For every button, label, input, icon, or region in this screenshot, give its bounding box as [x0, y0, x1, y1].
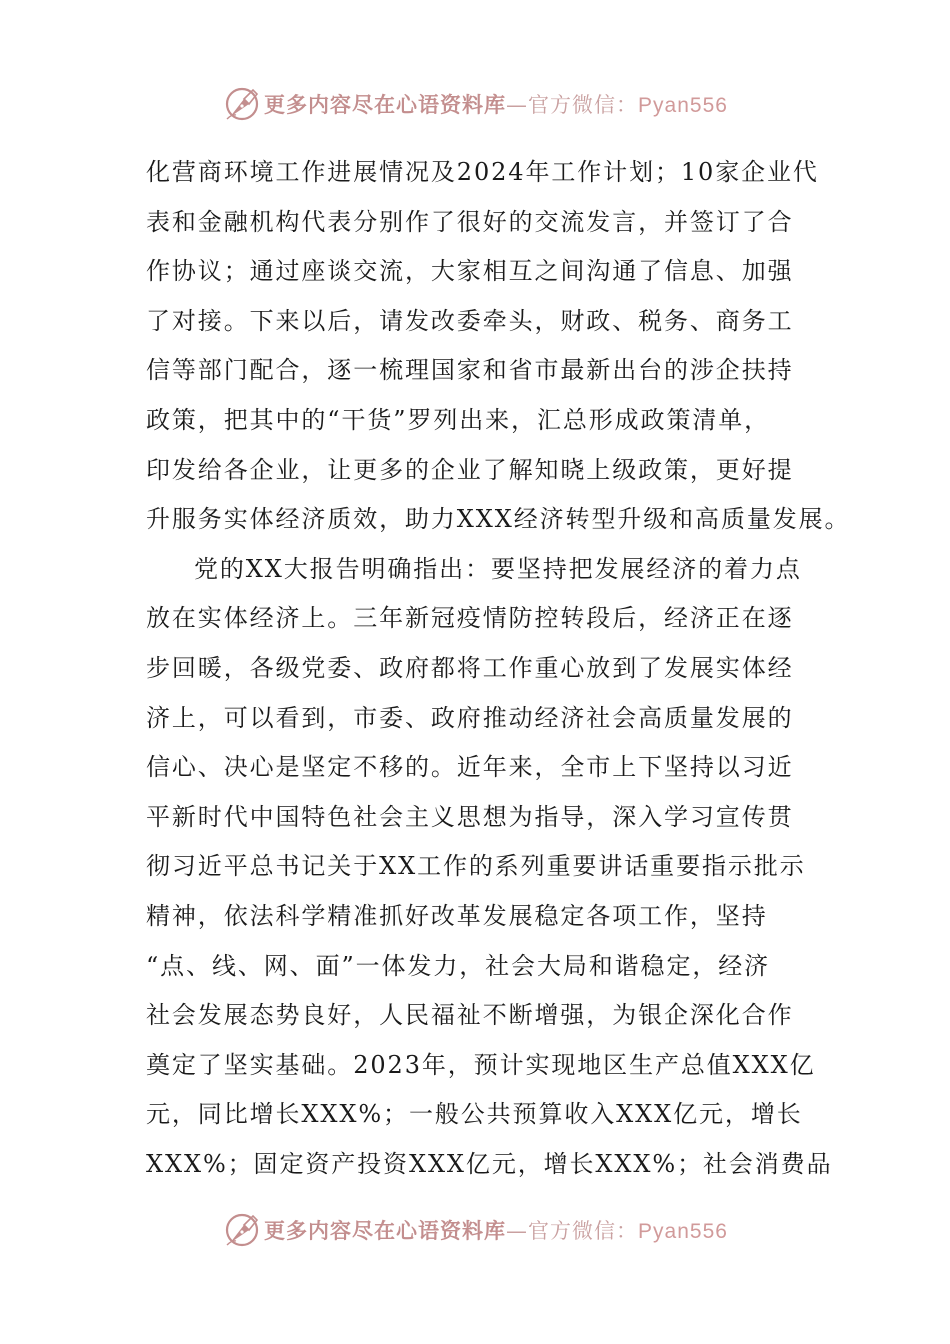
text-line: 作协议；通过座谈交流，大家相互之间沟通了信息、加强 — [146, 257, 794, 286]
text-line: 元，同比增长XXX%；一般公共预算收入XXX亿元，增长 — [146, 1100, 803, 1129]
paragraph-first-line: 党的XX大报告明确指出：要坚持把发展经济的着力点 — [194, 554, 802, 583]
text-line: XXX%；固定资产投资XXX亿元，增长XXX%；社会消费品 — [146, 1149, 833, 1178]
text-line: 步回暖，各级党委、政府都将工作重心放到了发展实体经 — [146, 653, 794, 682]
text-line: 平新时代中国特色社会主义思想为指导，深入学习宣传贯 — [146, 802, 794, 831]
watermark-separator: — — [506, 93, 529, 117]
watermark-brand: 更多内容尽在心语资料库 — [264, 93, 507, 117]
text-line: 印发给各企业，让更多的企业了解知晓上级政策，更好提 — [146, 455, 794, 484]
footer-watermark-banner — [0, 1208, 950, 1252]
text-line: 表和金融机构代表分别作了很好的交流发言，并签订了合 — [146, 207, 794, 236]
document-body — [146, 148, 851, 1189]
text-line: 奠定了坚实基础。2023年，预计实现地区生产总值XXX亿 — [146, 1050, 816, 1079]
watermark-wechat-id: Pyan556 — [638, 94, 728, 117]
text-line: “点、线、网、面”一体发力，社会大局和谐稳定，经济 — [146, 951, 771, 980]
watermark-wechat-id: Pyan556 — [638, 1220, 728, 1243]
pen-nib-logo-icon — [222, 84, 262, 124]
watermark-wechat-label: 官方微信： — [528, 1219, 639, 1243]
text-line: 放在实体经济上。三年新冠疫情防控转段后，经济正在逐 — [146, 604, 794, 633]
watermark-text — [264, 89, 728, 119]
text-line: 政策，把其中的“干货”罗列出来，汇总形成政策清单， — [146, 405, 771, 434]
text-line: 信等部门配合，逐一梳理国家和省市最新出台的涉企扶持 — [146, 356, 794, 385]
text-line: 升服务实体经济质效，助力XXX经济转型升级和高质量发展。 — [146, 505, 851, 534]
text-line: 社会发展态势良好，人民福祉不断增强，为银企深化合作 — [146, 1001, 794, 1030]
text-line: 信心、决心是坚定不移的。近年来，全市上下坚持以习近 — [146, 753, 794, 782]
watermark-wechat-label: 官方微信： — [528, 93, 639, 117]
text-line: 化营商环境工作进展情况及2024年工作计划；10家企业代 — [146, 158, 819, 186]
text-line: 精神，依法科学精准抓好改革发展稳定各项工作，坚持 — [146, 901, 768, 930]
header-watermark-banner — [0, 82, 950, 126]
watermark-separator: — — [506, 1219, 529, 1243]
text-line: 济上，可以看到，市委、政府推动经济社会高质量发展的 — [146, 703, 794, 732]
watermark-brand: 更多内容尽在心语资料库 — [264, 1219, 507, 1243]
pen-nib-logo-icon — [222, 1210, 262, 1250]
text-line: 彻习近平总书记关于XX工作的系列重要讲话重要指示批示 — [146, 852, 806, 881]
watermark-text — [264, 1215, 728, 1245]
text-line: 了对接。下来以后，请发改委牵头，财政、税务、商务工 — [146, 306, 794, 335]
